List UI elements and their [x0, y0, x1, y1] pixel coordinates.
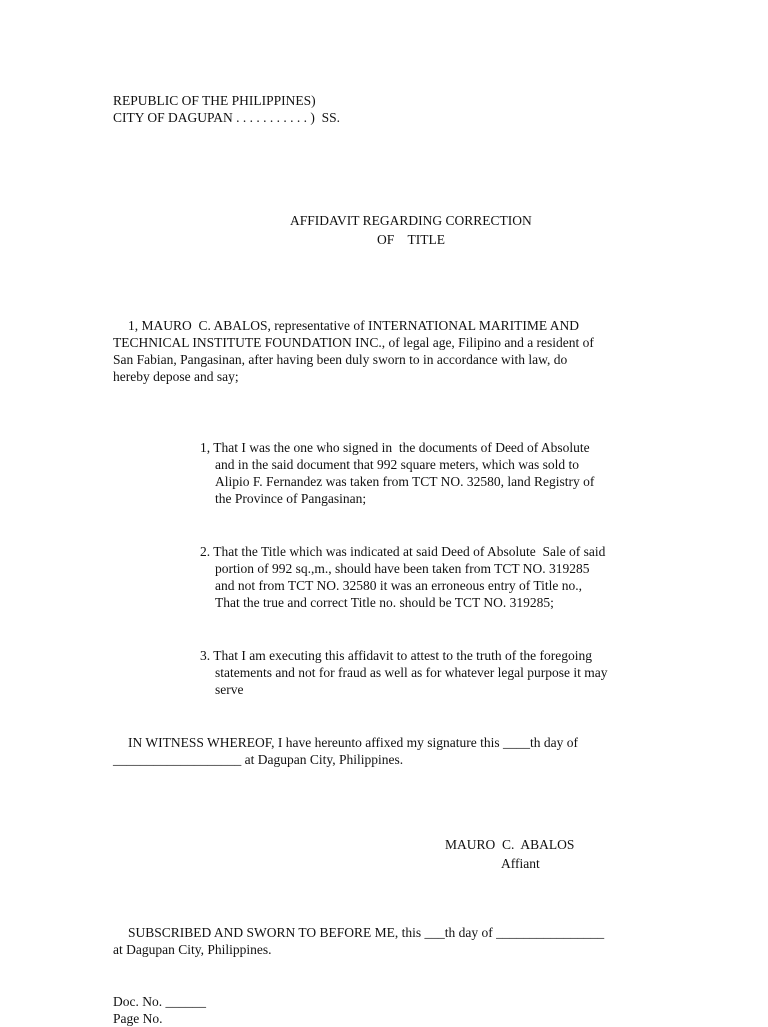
- jurat-line-1: SUBSCRIBED AND SWORN TO BEFORE ME, this ___th day of ________________: [128, 925, 605, 940]
- item-2-line-1: 2. That the Title which was indicated at said Deed of Absolute Sale of said: [200, 544, 606, 559]
- item-1-line-2: and in the said document that 992 square meters, which was sold to: [215, 457, 580, 472]
- caption-republic: REPUBLIC OF THE PHILIPPINES): [113, 93, 316, 108]
- item-2-line-2: portion of 992 sq.,m., should have been taken from TCT NO. 319285: [215, 561, 590, 576]
- affiant-name: MAURO C. ABALOS: [445, 837, 575, 852]
- item-3-line-2: statements and not for fraud as well as for whatever legal purpose it may: [215, 665, 608, 680]
- item-3-line-3: serve: [215, 682, 244, 697]
- doc-number: Doc. No. ______: [113, 994, 206, 1009]
- jurat-line-2: at Dagupan City, Philippines.: [113, 942, 272, 957]
- item-3-line-1: 3. That I am executing this affidavit to attest to the truth of the foregoing: [200, 648, 593, 663]
- item-1-line-3: Alipio F. Fernandez was taken from TCT NO. 32580, land Registry of: [215, 474, 595, 489]
- page-number: Page No.: [113, 1011, 163, 1026]
- affiant-label: Affiant: [501, 856, 540, 871]
- witness-line-2: ___________________ at Dagupan City, Philippines.: [113, 752, 404, 767]
- item-2-line-3: and not from TCT NO. 32580 it was an erroneous entry of Title no.,: [215, 578, 582, 593]
- document-title: AFFIDAVIT REGARDING CORRECTION: [290, 213, 532, 228]
- witness-line-1: IN WITNESS WHEREOF, I have hereunto affixed my signature this ____th day of: [128, 735, 578, 750]
- item-1-line-1: 1, That I was the one who signed in the documents of Deed of Absolute: [200, 440, 590, 455]
- document-title-continued: OF TITLE: [377, 232, 445, 247]
- item-1-line-4: the Province of Pangasinan;: [215, 491, 367, 506]
- intro-line-3: San Fabian, Pangasinan, after having been duly sworn to in accordance with law, do: [113, 352, 568, 367]
- intro-line-1: 1, MAURO C. ABALOS, representative of INTERNATIONAL MARITIME AND: [128, 318, 579, 333]
- intro-line-4: hereby depose and say;: [113, 369, 239, 384]
- caption-city: CITY OF DAGUPAN . . . . . . . . . . . ) SS.: [113, 110, 341, 125]
- intro-line-2: TECHNICAL INSTITUTE FOUNDATION INC., of legal age, Filipino and a resident of: [113, 335, 594, 350]
- item-2-line-4: That the true and correct Title no. should be TCT NO. 319285;: [215, 595, 554, 610]
